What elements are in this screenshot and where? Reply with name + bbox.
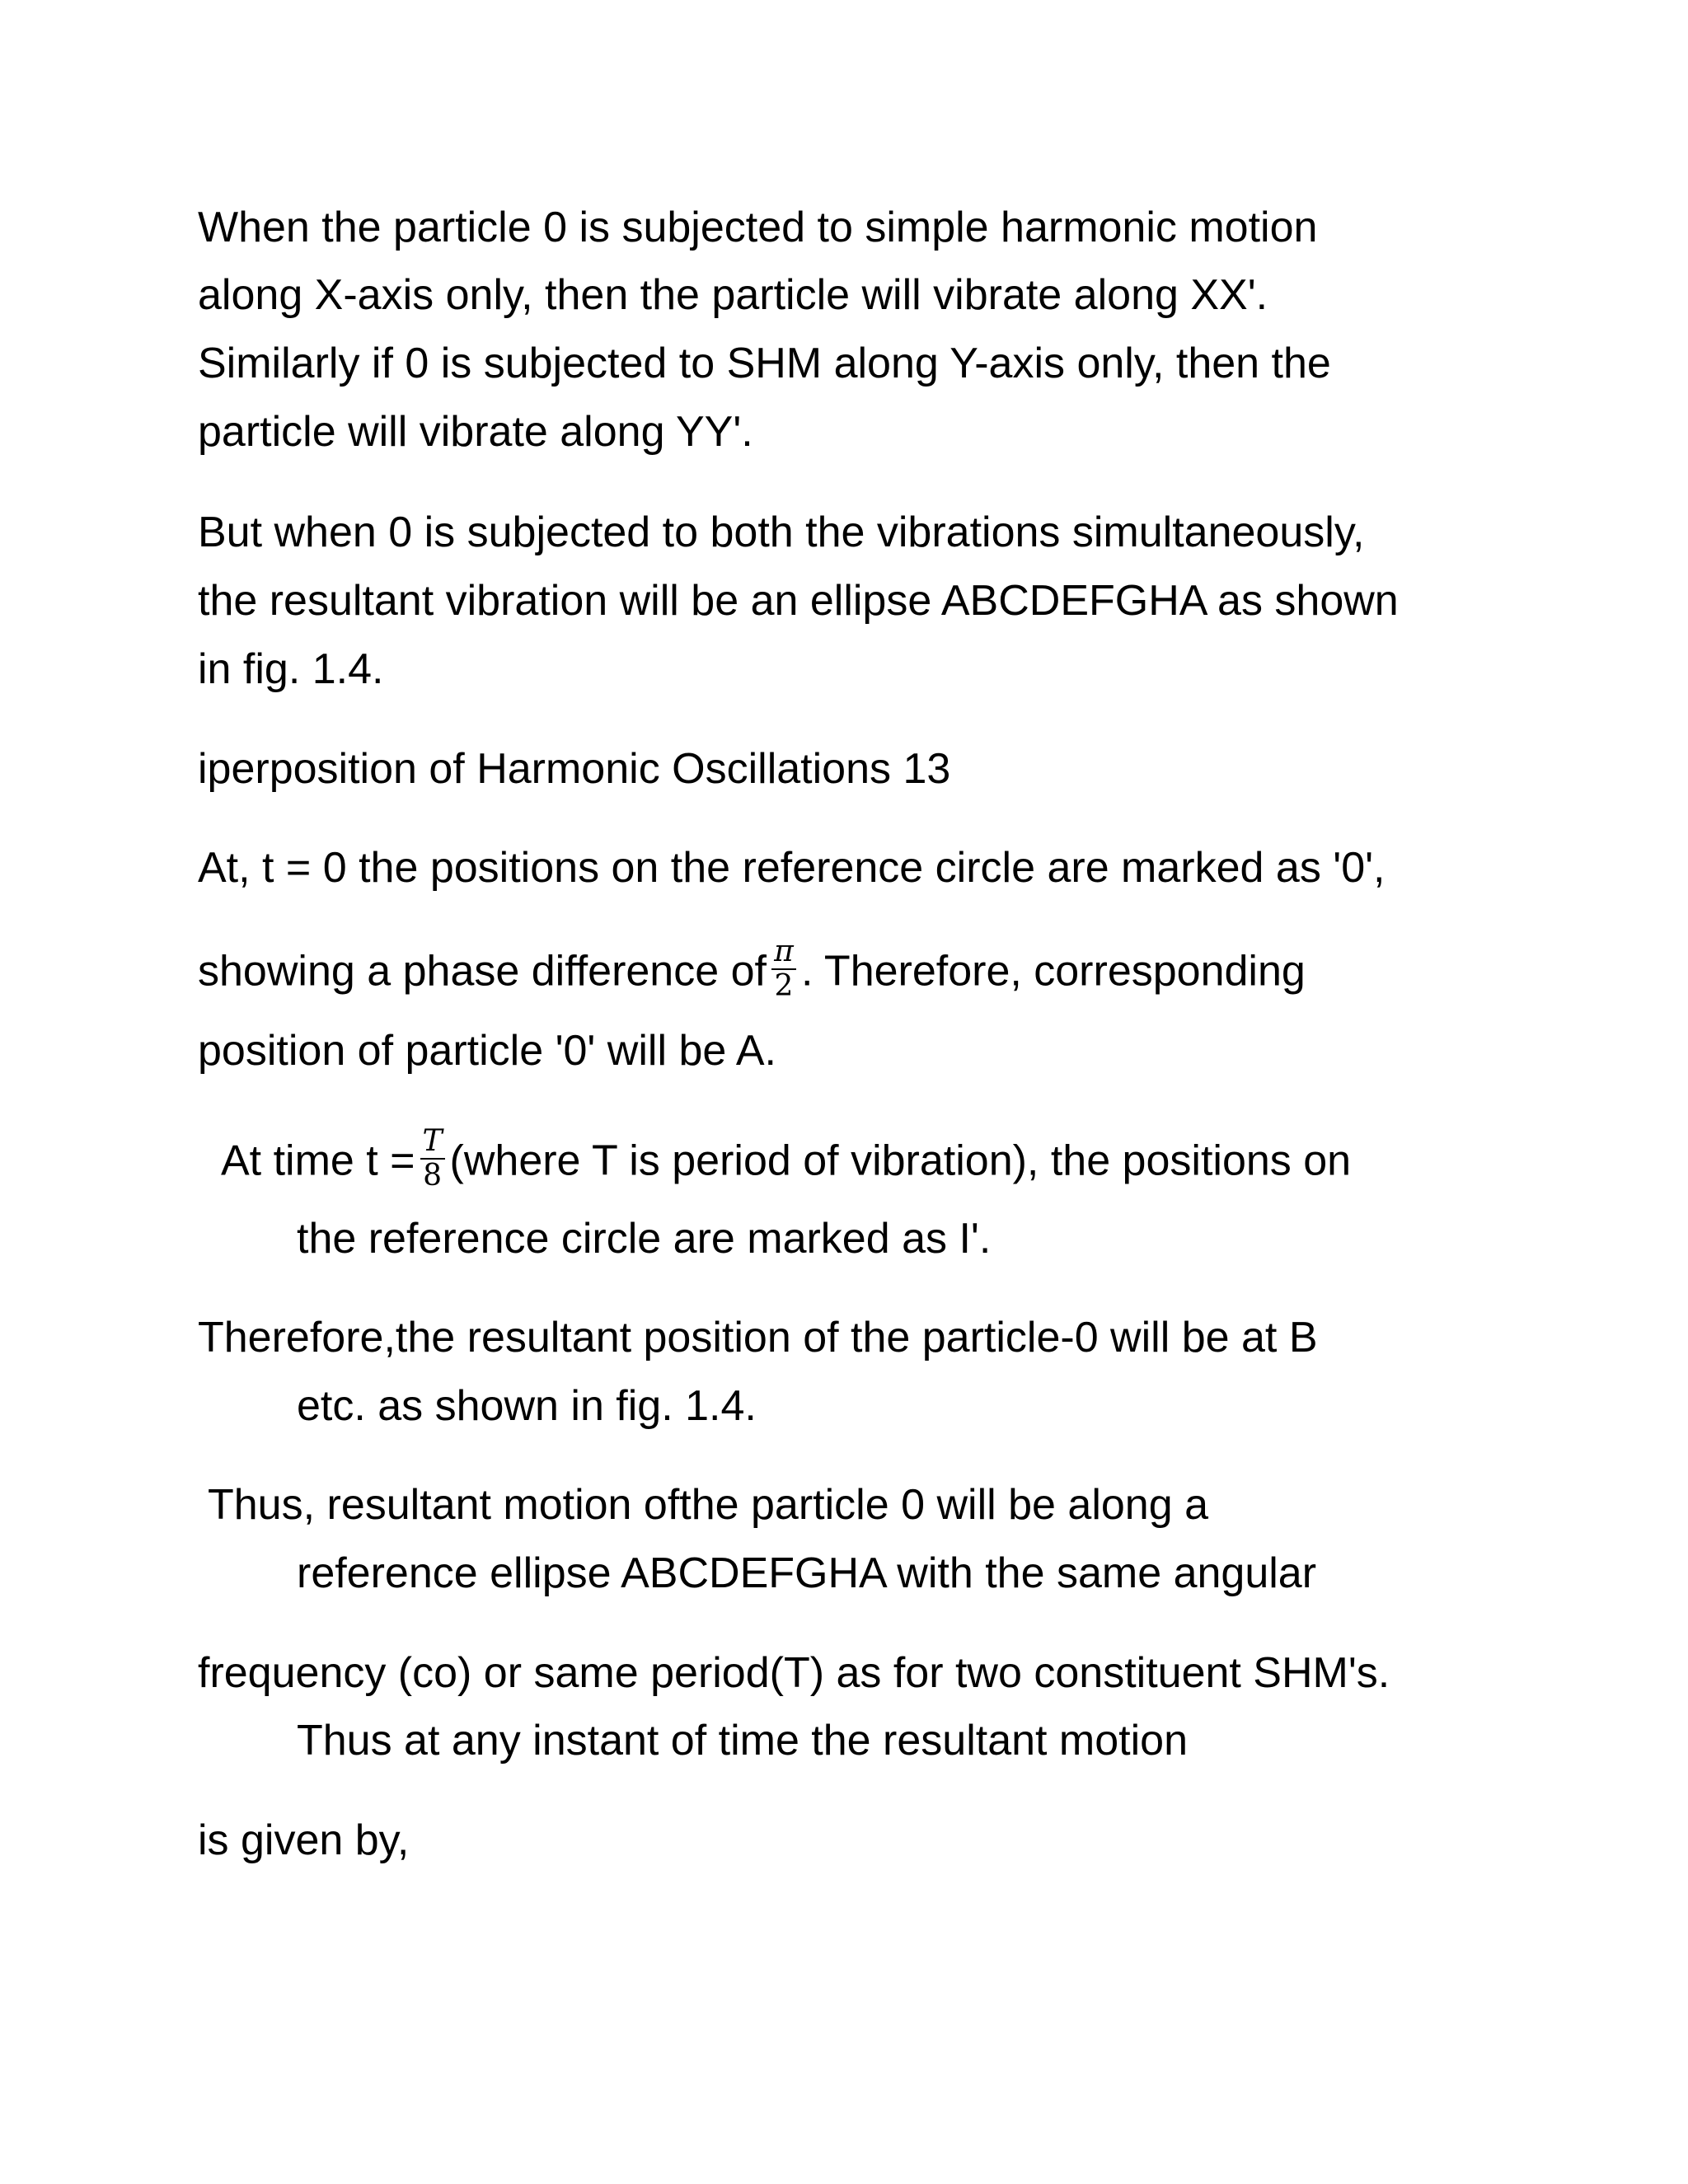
section-heading: iperposition of Harmonic Oscillations 13 (198, 745, 951, 793)
text-line: in fig. 1.4. (198, 645, 384, 693)
text-line: Therefore,the resultant position of the particle-0 will be at B (198, 1314, 1318, 1361)
text-line: When the particle 0 is subjected to simple harmonic motion (198, 204, 1318, 251)
text-line: the reference circle are marked as I'. (297, 1215, 992, 1263)
fraction-numerator: T (420, 1127, 445, 1160)
text-line-with-fraction (221, 1124, 1352, 1196)
fraction-numerator: π (771, 937, 796, 970)
fraction-pi-over-2 (771, 937, 796, 1001)
fraction-denominator: 2 (774, 969, 794, 1003)
text-line: is given by, (198, 1816, 410, 1864)
text-line: etc. as shown in fig. 1.4. (297, 1382, 757, 1430)
text-line-with-fraction (198, 935, 1306, 1006)
text-segment: showing a phase difference of (198, 947, 767, 996)
text-line: frequency (co) or same period(T) as for two constituent SHM's. (198, 1649, 1390, 1697)
text-line: Thus, resultant motion ofthe particle 0 will be along a (208, 1481, 1209, 1529)
fraction-t-over-8 (420, 1124, 445, 1193)
text-segment: (where T is period of vibration), the positions on (449, 1137, 1352, 1185)
text-segment: At time t = (221, 1137, 415, 1185)
text-line: At, t = 0 the positions on the reference circle are marked as '0', (198, 844, 1386, 892)
text-line: reference ellipse ABCDEFGHA with the same angular (297, 1549, 1317, 1597)
text-line: But when 0 is subjected to both the vibrations simultaneously, (198, 509, 1365, 556)
fraction-denominator: 8 (423, 1159, 442, 1193)
text-segment: . Therefore, corresponding (800, 947, 1306, 996)
text-line: the resultant vibration will be an ellipse ABCDEFGHA as shown (198, 577, 1399, 625)
text-line: Thus at any instant of time the resultant motion (297, 1717, 1189, 1765)
text-line: along X-axis only, then the particle will vibrate along XX'. (198, 271, 1268, 319)
text-line: position of particle '0' will be A. (198, 1027, 776, 1075)
text-line: Similarly if 0 is subjected to SHM along Y-axis only, then the (198, 340, 1331, 387)
text-line: particle will vibrate along YY'. (198, 408, 753, 456)
